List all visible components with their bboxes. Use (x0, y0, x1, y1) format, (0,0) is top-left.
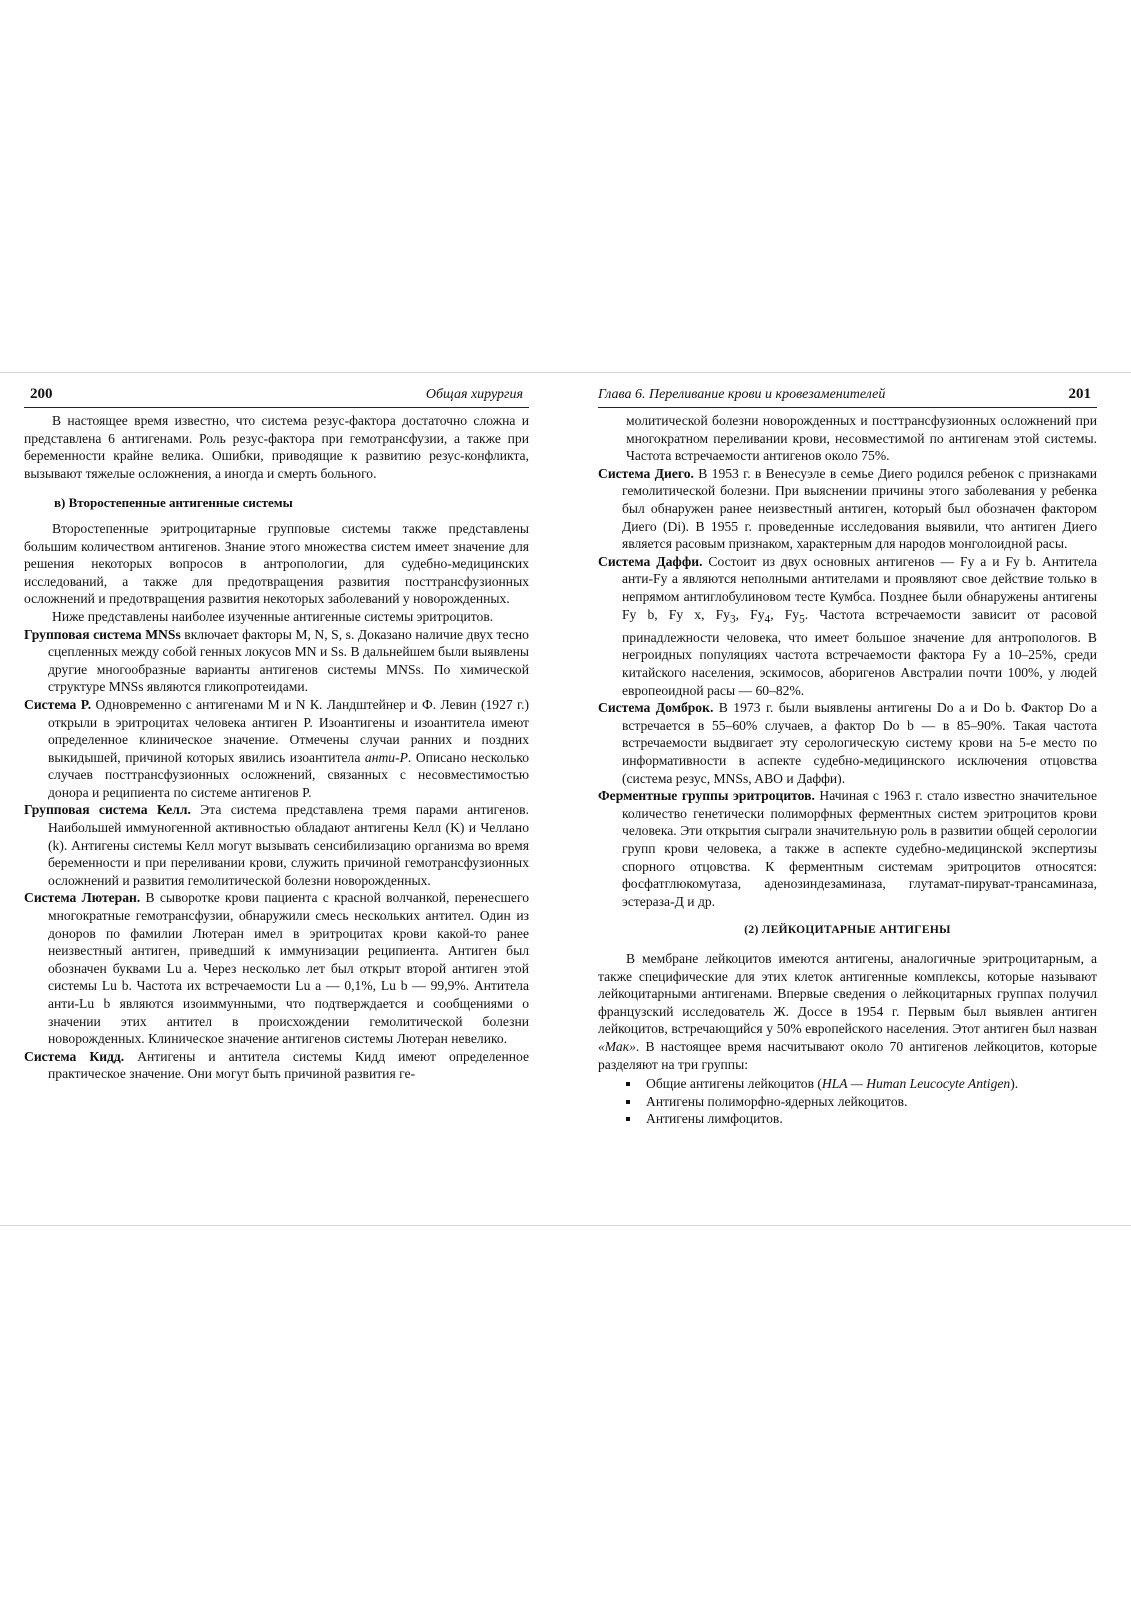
page-number: 201 (1068, 386, 1091, 403)
antigen-group-list (598, 1075, 1097, 1128)
continued-paragraph: молитической болезни новорожденных и посттрансфузионных осложнений при многократном переливании крови, несовместимой по антигенам этой системы. Частота встречаемости антигенов около 75%. (626, 413, 1097, 464)
left-page (24, 383, 529, 1083)
term: Система Диего. (598, 465, 694, 481)
term-entry-p (24, 696, 529, 802)
page-number: 200 (30, 386, 53, 403)
list-text: ). (1010, 1076, 1019, 1092)
term: Система Даффи. (598, 553, 703, 569)
subscript: 4 (764, 613, 771, 626)
term-text: Эта система представлена тремя парами антигенов. Наибольшей иммуногенной активностью обладают антигены Келл (K) и Челлано (k). Антигены системы Келл могут вызывать сенсибилизацию организма во время беременности и при переливании крови, служить причиной гемотрансфузионных осложнений и развития гемолитической болезни новорожденных. (48, 802, 529, 888)
term-text: В 1953 г. в Венесуэле в семье Диего родился ребенок с признаками гемолитической болезни. При выяснении причины этого заболевания у ребенка был обнаружен ранее неизвестный антиген, который был обозначен фактором Диего (Di). В 1955 г. проведенные исследования выявили, что антиген Диего является расовым признаком, характерным для народов монголоидной расы. (622, 465, 1097, 552)
term-text: Начиная с 1963 г. стало известно значительное количество генетически полиморфных ферментных систем эритроцитов крови человека. Эти открытия сыграли значительную роль в развитии общей серологии групп крови человека, а также в аспекте судебно-медицинской экспертизы спорного отцовства. К ферментным системам эритроцитов относятся: фосфатглюкомутаза, аденозиндезаминаза, глутамат-пируват-трансаминаза, эстераза-Д и др. (622, 788, 1097, 909)
running-header-right (598, 383, 1097, 408)
subscript: 3 (729, 613, 736, 626)
term-text: , Fy (770, 606, 800, 622)
paragraph-text: В мембране лейкоцитов имеются антигены, аналогичные эритроцитарным, а также специфические для этих клеток антигенные комплексы, которые называют лейкоцитарными антигенами. Впервые сведения о лейкоцитарных группах получил французский исследователь Ж. Доссе в 1954 г. Первым был выявлен антиген лейкоцитов, встречающийся у 50% европейского населения. Этот антиген был назван (598, 950, 1097, 1037)
paragraph: Второстепенные эритроцитарные групповые системы также представлены большим количеством антигенов. Знание этого множества систем имеет значение для решения некоторых вопросов в антропологии, для судебно-медицинских исследований, а также для предотвращения развития посттрансфузионных осложнений и предотвращения развития некоторых заболеваний у новорожденных. (24, 520, 529, 607)
term-text: включает факторы M, N, S, s. Доказано наличие двух тесно сцепленных между собой генных локусов MN и Ss. В дальнейшем были выявлены другие многообразные варианты антигенов системы MNSs. По химической структуре MNSs являются гликопротеидами. (48, 626, 529, 695)
subscript: 5 (799, 613, 805, 626)
list-item: Антигены полиморфно-ядерных лейкоцитов. (598, 1093, 1097, 1111)
list-text: Общие антигены лейкоцитов ( (646, 1076, 822, 1092)
list-italic: HLA — Human Leucocyte Antigen (821, 1076, 1011, 1092)
term-entry-kidd (24, 1048, 529, 1083)
intro-paragraph: В настоящее время известно, что система резус-фактора достаточно сложна и представлена 6 антигенами. Роль резус-фактора при гемотрансфузии, а также при беременности крайне велика. Ошибки, приводящие к развитию резус-конфликта, вызывают тяжелые осложнения, а иногда и смерть больного. (24, 413, 529, 481)
term-entry-kell (24, 801, 529, 889)
term: Групповая система Келл. (24, 802, 191, 818)
section-heading: в) Второстепенные антигенные системы (54, 495, 293, 511)
term-entry-lutheran (24, 889, 529, 1047)
term-entry-enzyme (598, 787, 1097, 910)
term: Система Лютеран. (24, 890, 141, 906)
term: Система P. (24, 696, 92, 712)
section-heading: (2) ЛЕЙКОЦИТАРНЫЕ АНТИГЕНЫ (744, 924, 951, 937)
paragraph: Ниже представлены наиболее изученные антигенные системы эритроцитов. (52, 608, 494, 624)
term-entry-mnss (24, 626, 529, 696)
term-text: . Частота встречаемости зависит от расовой принадлежности человека, что имеет большое значение для антропологов. В негроидных популяциях частота встречаемости фактора Fy a 10–25%, среди китайского населения, эскимосов, аборигенов Австралии почти 100%, у людей европеоидной расы — 60–82%. (622, 606, 1098, 698)
term: Система Домброк. (598, 700, 714, 716)
right-page (598, 383, 1097, 1128)
term-text: Антигены и антитела системы Кидд имеют определенное практическое значение. Они могут быть причиной развития ге- (48, 1048, 529, 1082)
term-text: Состоит из двух основных антигенов — Fy a и Fy b. Антитела анти-Fy a являются неполными антителами и проявляют свое действие только в непрямом антиглобулиновом тесте Кумбса. Позднее были обнаружены антигены Fy b, Fy x, Fy (622, 553, 1097, 622)
term-entry-duffy (598, 553, 1097, 699)
term: Групповая система MNSs (24, 626, 181, 642)
term-text: , Fy (735, 606, 765, 622)
term-entry-dombrock (598, 699, 1097, 787)
list-item (598, 1075, 1097, 1093)
book-spread (0, 372, 1131, 1226)
list-item: Антигены лимфоцитов. (598, 1110, 1097, 1128)
term-text: Одновременно с антигенами M и N К. Ландштейнер и Ф. Левин (1927 г.) открыли в эритроцитах человека антиген P. Изоантигены и изоантитела имеют определенное клиническое значение. Отмечены случаи ранних и поздних выкидышей, причиной которых явились изоантитела (48, 696, 529, 765)
term: Система Кидд. (24, 1048, 125, 1064)
term-text: В сыворотке крови пациента с красной волчанкой, перенесшего многократные гемотрансфузии, обнаружили смесь нескольких антител. Один из доноров по фамилии Лютеран имел в эритроцитах крови какой-то ранее неизвестный антиген, приведший к иммунизации реципиента. Антиген был обозначен буквами Lu a. Через несколько лет был открыт второй антиген этой системы Lu b. Частота их встречаемости Lu a — 0,1%, Lu b — 99,9%. Антитела анти-Lu b являются изоиммунными, что подтверждается и сообщениями о значении этих антител в происхождении гемолитической болезни новорожденных. Клиническое значение антигенов системы Лютеран невелико. (48, 890, 529, 1047)
paragraph-text: . В настоящее время насчитывают около 70 антигенов лейкоцитов, которые разделяют на три группы: (598, 1038, 1097, 1072)
antigen-name: «Мак» (598, 1038, 636, 1054)
term: Ферментные группы эритроцитов. (598, 788, 815, 804)
running-title: Общая хирургия (425, 387, 523, 403)
term-italic: анти-P (364, 749, 408, 765)
paragraph (598, 950, 1097, 1073)
running-title: Глава 6. Переливание крови и кровезаменителей (598, 387, 886, 403)
term-text: В 1973 г. были выявлены антигены Do a и Do b. Фактор Do a встречается в 55–60% случаев, а фактор Do b — в 85–90%. Такая частота встречаемости выдвигает эту серологическую систему крови на 5-е место по информативности в аспекте судебно-медицинского исключения отцовства (система резус, MNSs, ABO и Даффи). (622, 700, 1097, 786)
running-header-left (24, 383, 529, 408)
term-entry-diego (598, 465, 1097, 553)
term-text: . Описано несколько случаев посттрансфузионных осложнений, связанных с несовместимостью донора и реципиента по системе антигенов P. (48, 749, 529, 800)
